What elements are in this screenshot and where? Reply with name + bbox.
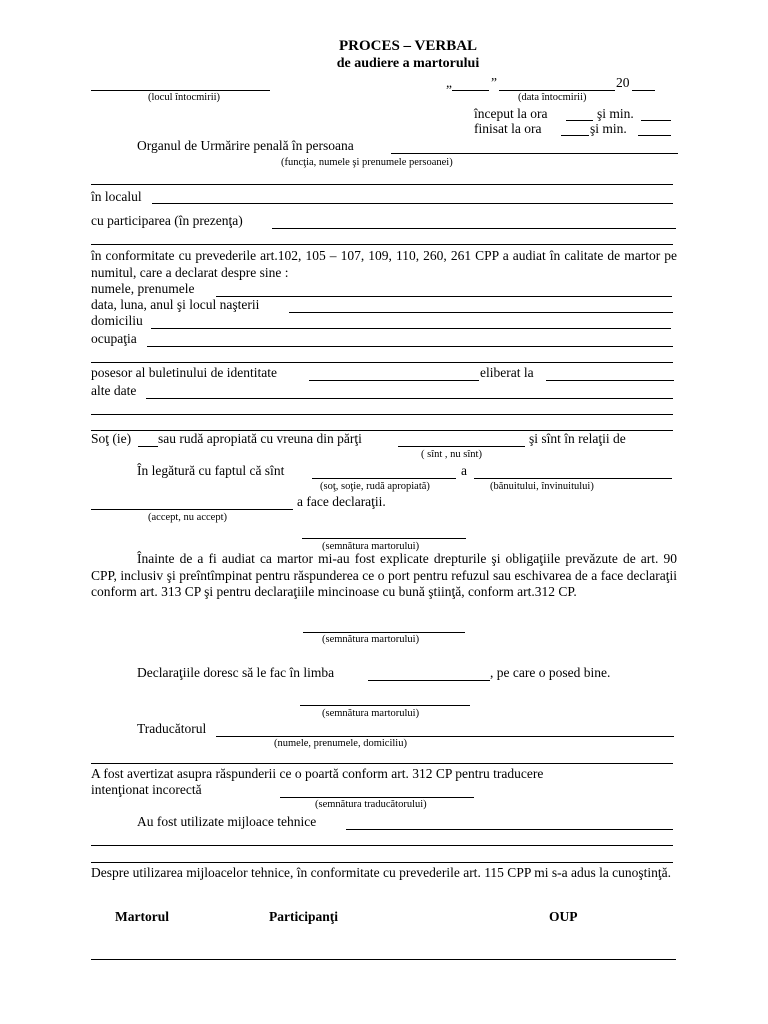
spouse-field[interactable]: [138, 446, 158, 447]
date-caption: (data întocmirii): [518, 92, 587, 103]
witness-signature-caption-3: (semnătura martorului): [322, 708, 420, 719]
suspect-field[interactable]: [474, 478, 672, 479]
start-hour-field[interactable]: [566, 120, 593, 121]
relation-end-label: şi sînt în relaţii de: [529, 431, 626, 446]
translator-signature-caption: (semnătura traducătorului): [315, 799, 427, 810]
participation-field-line-2[interactable]: [91, 244, 673, 245]
end-min-field[interactable]: [638, 135, 671, 136]
spouse-label: Soţ (ie): [91, 431, 132, 446]
organ-caption: (funcţia, numele şi prenumele persoanei): [281, 157, 453, 168]
suspect-caption: (bănuitului, învinuitului): [490, 481, 594, 492]
translator-field-line-2[interactable]: [91, 763, 673, 764]
issued-label: eliberat la: [480, 365, 534, 380]
date-month-field[interactable]: [499, 90, 615, 91]
occupation-field[interactable]: [147, 346, 673, 347]
technical-field[interactable]: [346, 829, 673, 830]
witness-signature-line-2[interactable]: [303, 632, 465, 633]
translator-label: Traducătorul: [137, 721, 207, 736]
witness-signature-line-1[interactable]: [302, 538, 466, 539]
translator-field[interactable]: [216, 736, 674, 737]
connection-field[interactable]: [312, 478, 456, 479]
birth-field[interactable]: [289, 312, 673, 313]
occupation-label: ocupaţia: [91, 331, 137, 346]
translator-warning-end: intenţionat incorectă: [91, 782, 202, 797]
organ-label: Organul de Urmărire penală în persoana: [137, 138, 354, 153]
witness-signature-caption-2: (semnătura martorului): [322, 634, 420, 645]
language-field[interactable]: [368, 680, 490, 681]
accept-caption: (accept, nu accept): [148, 512, 227, 523]
sint-caption: ( sînt , nu sînt): [421, 449, 482, 460]
start-time-label: început la ora: [474, 106, 548, 121]
connection-a-label: a: [461, 463, 467, 478]
language-label: Declaraţiile doresc să le fac în limba: [137, 665, 335, 680]
accept-field[interactable]: [91, 509, 293, 510]
date-year-prefix: 20: [616, 75, 630, 90]
document-title: PROCES – VERBAL: [338, 38, 478, 54]
participation-field[interactable]: [272, 228, 676, 229]
start-min-label: şi min.: [597, 106, 634, 121]
translator-warning: A fost avertizat asupra răspunderii ce o poartă conform art. 312 CP pentru traducere: [91, 766, 544, 781]
footer-oup: OUP: [549, 909, 578, 924]
other-field-line-2[interactable]: [91, 414, 673, 415]
rights-paragraph: Înainte de a fi audiat ca martor mi-au fost explicate drepturile şi obligaţiile prevăzute de art. 90 CPP, inclusiv şi preîntîmpinat pentru răspunderea ce o port pentru refuzul sau eschivarea de a face declaraţii conform art. 313 CP şi pentru declaraţiile mincinoase cu bună ştiinţă, conform art.312 CP.: [91, 551, 677, 599]
place-caption: (locul întocmirii): [148, 92, 221, 103]
technical-notice: Despre utilizarea mijloacelor tehnice, în conformitate cu prevederile art. 115 CPP mi s-a adus la cunoştinţă.: [91, 865, 672, 880]
date-quote-open: „: [446, 75, 452, 90]
place-field[interactable]: [91, 90, 270, 91]
footer-witness: Martorul: [115, 909, 169, 924]
location-label: în localul: [91, 189, 142, 204]
technical-label: Au fost utilizate mijloace tehnice: [137, 814, 317, 829]
end-min-label: şi min.: [590, 121, 627, 136]
id-label: posesor al buletinului de identitate: [91, 365, 277, 380]
end-hour-field[interactable]: [561, 135, 589, 136]
connection-label: În legătură cu faptul că sînt: [137, 463, 285, 478]
organ-field[interactable]: [391, 153, 678, 154]
name-field[interactable]: [216, 296, 672, 297]
intro-paragraph: în conformitate cu prevederile art.102, 105 – 107, 109, 110, 260, 261 CPP a audiat în calitate de martor pe numitul, care a declarat despre sine :: [91, 248, 677, 280]
issued-field[interactable]: [546, 380, 674, 381]
end-time-label: finisat la ora: [474, 121, 542, 136]
organ-field-line-2[interactable]: [91, 184, 673, 185]
date-year-field[interactable]: [632, 90, 655, 91]
relative-field[interactable]: [398, 446, 525, 447]
date-day-field[interactable]: [452, 90, 489, 91]
start-min-field[interactable]: [641, 120, 671, 121]
witness-signature-caption-1: (semnătura martorului): [322, 541, 420, 552]
occupation-field-line-2[interactable]: [91, 362, 673, 363]
participation-label: cu participarea (în prezenţa): [91, 213, 243, 228]
footer-participants: Participanţi: [269, 909, 338, 924]
date-quote-close: ”: [491, 75, 497, 90]
spouse-caption: (soţ, soţie, rudă apropiată): [320, 481, 430, 492]
birth-label: data, luna, anul şi locul naşterii: [91, 297, 260, 312]
declaration-label: a face declaraţii.: [297, 494, 386, 509]
relative-label: sau rudă apropiată cu vreuna din părţi: [158, 431, 362, 446]
other-field[interactable]: [146, 398, 673, 399]
domicile-field[interactable]: [151, 328, 671, 329]
technical-field-line-2[interactable]: [91, 845, 673, 846]
other-label: alte date: [91, 383, 137, 398]
id-field[interactable]: [309, 380, 479, 381]
document-subtitle: de audiere a martorului: [336, 56, 480, 71]
domicile-label: domiciliu: [91, 313, 143, 328]
language-suffix: , pe care o posed bine.: [490, 665, 611, 680]
technical-field-line-3[interactable]: [91, 862, 673, 863]
witness-signature-line-3[interactable]: [300, 705, 470, 706]
translator-signature-field[interactable]: [280, 797, 474, 798]
name-label: numele, prenumele: [91, 281, 195, 296]
translator-caption: (numele, prenumele, domiciliu): [274, 738, 407, 749]
footer-signature-line[interactable]: [91, 959, 676, 960]
location-field[interactable]: [152, 203, 673, 204]
